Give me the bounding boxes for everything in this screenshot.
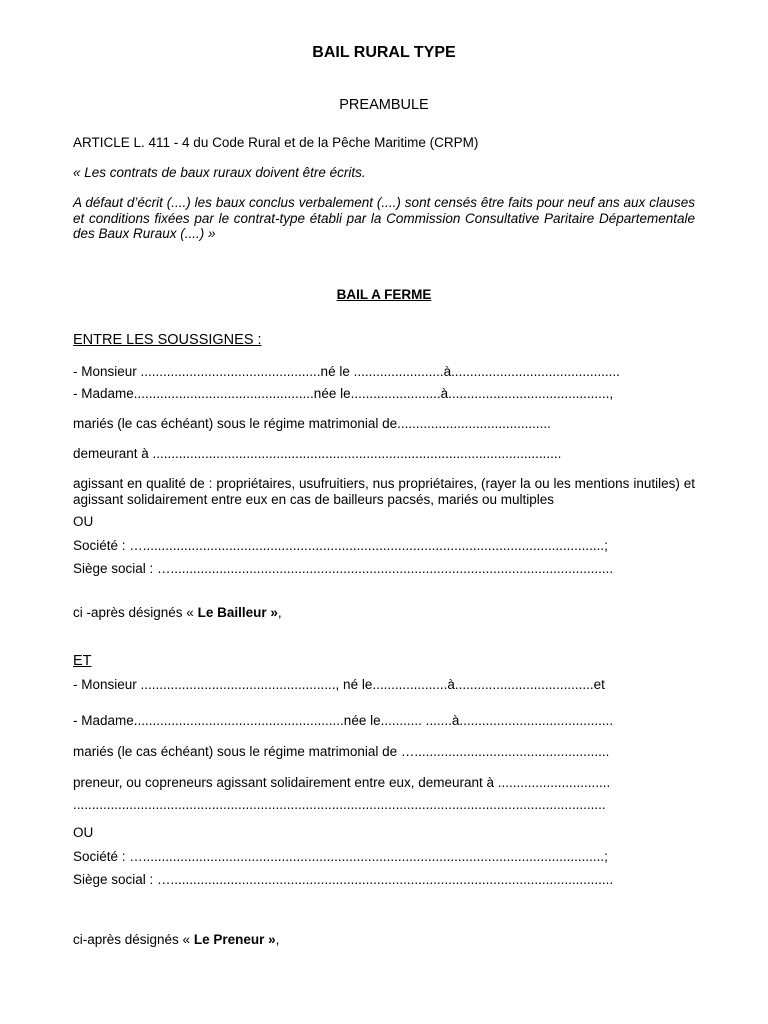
quote-paragraph-2: A défaut d’écrit (....) les baux conclus verbalement (....) sont censés être faits pour neuf ans aux clauses et conditions fixées par le contrat-type établi par la Commission Consultative Paritaire Départementale des Baux Ruraux (....) » [73,195,695,241]
preneur-regime-line: mariés (le cas échéant) sous le régime matrimonial de ….................................................... [73,744,610,759]
designation-preneur: Le Preneur » [193,932,276,947]
bailleur-regime-line: mariés (le cas échéant) sous le régime matrimonial de......................................... [73,416,551,431]
section-title-bail-a-ferme: BAIL A FERME [336,287,432,302]
designation-suffix: , [275,932,280,947]
article-reference: ARTICLE L. 411 - 4 du Code Rural et de la Pêche Maritime (CRPM) [73,135,479,150]
preneur-dots-line: .............................................................................................................................................. [73,797,606,812]
preneur-societe-line: Société : …...........................................................................................................................; [73,849,608,864]
parties-heading: ENTRE LES SOUSSIGNES : [73,332,262,348]
bailleur-societe-line: Société : …...........................................................................................................................; [73,538,608,553]
preneur-madame-line: - Madame........................................................née le........... .......à......................................... [73,713,614,728]
bailleur-monsieur-line: - Monsieur ................................................né le ........................à............................................. [73,364,620,379]
designation-suffix: , [277,605,282,620]
bailleur-madame-line: - Madame................................................née le........................à..........................................., [73,386,614,401]
bailleur-ou: OU [73,514,94,529]
preneur-siege-line: Siège social : …...................................................................................................................... [73,872,614,887]
preneur-monsieur-line: - Monsieur ...................................................., né le....................à.....................................et [73,677,605,692]
preneur-demeurant-line: preneur, ou copreneurs agissant solidairement entre eux, demeurant à .............................. [73,775,611,790]
quote-line-1: « Les contrats de baux ruraux doivent être écrits. [73,165,366,180]
preneur-ou: OU [73,825,94,840]
designation-prefix: ci-après désignés « [73,932,194,947]
designation-prefix: ci -après désignés « [73,605,198,620]
preneur-designation [73,932,279,947]
preamble-heading: PREAMBULE [339,97,429,113]
et-heading: ET [73,653,92,669]
bailleur-designation [73,605,282,620]
bailleur-demeurant-line: demeurant à ............................................................................................................. [73,446,562,461]
bailleur-agissant-paragraph: agissant en qualité de : propriétaires, usufruitiers, nus propriétaires, (rayer la ou les mentions inutiles) et agissant solidairement entre eux en cas de bailleurs pacsés, mariés ou multiples [73,476,695,507]
document-title: BAIL RURAL TYPE [312,44,456,61]
bailleur-siege-line: Siège social : …...................................................................................................................... [73,561,614,576]
designation-bailleur: Le Bailleur » [197,605,278,620]
